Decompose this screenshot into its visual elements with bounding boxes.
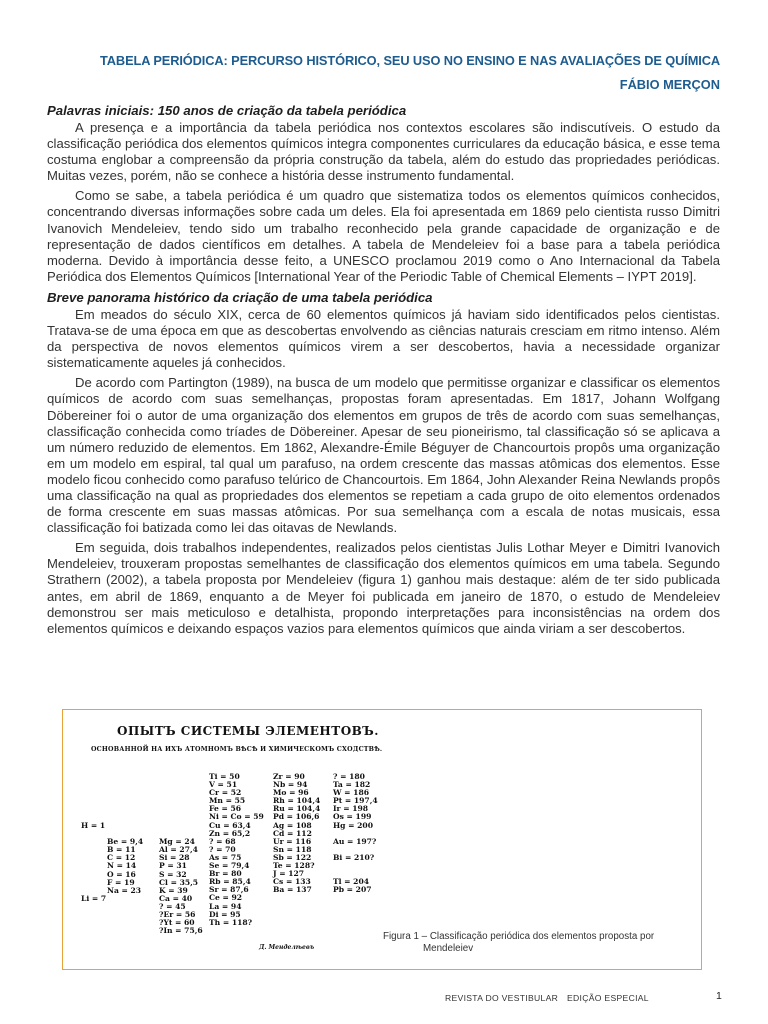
table-column: ? = 180 Ta = 182 W = 186 Pt = 197,4 Ir = 198 Os = 199 Hg = 200 Au = 197? Bi = 210? Tl = 204 Pb = 207 <box>333 772 378 895</box>
figure-caption <box>383 931 688 955</box>
section-heading: Palavras iniciais: 150 anos de criação da tabela periódica <box>47 103 407 118</box>
paragraph: Em meados do século XIX, cerca de 60 elementos químicos já haviam sido identificados pelos cientistas. Tratava-se de uma época em que as descobertas envolvendo as ciências naturais cresciam em ritmo intenso. Além da perspectiva de novos elementos químicos virem a ser descobertos, havia a necessidade organizar sistematicamente aqueles já conhecidos. <box>47 306 720 371</box>
scan-subtitle: ОСНОВАННОЙ НА ИХЪ АТОМНОМЪ ВѢСѢ И ХИМИЧЕСКОМЪ СХОДСТВѢ. <box>91 746 383 753</box>
figure-1 <box>62 709 702 970</box>
article-title: TABELA PERIÓDICA: PERCURSO HISTÓRICO, SEU USO NO ENSINO E NAS AVALIAÇÕES DE QUÍMICA <box>100 53 720 68</box>
table-column: H = 1 Li = 7 <box>81 821 107 903</box>
page-number: 1 <box>716 990 722 1002</box>
table-column: Mg = 24 Al = 27,4 Si = 28 P = 31 S = 32 Cl = 35,5 K = 39 Ca = 40 ? = 45 ?Er = 56 ?Yt = 60 ?In = 75,6 <box>159 837 203 936</box>
scan-signature: Д. Менделѣевъ <box>259 944 315 951</box>
paragraph: Como se sabe, a tabela periódica é um quadro que sistematiza todos os elementos químicos conhecidos, concentrando diversas informações sobre cada um deles. Ela foi apresentada em 1869 pelo cientista russo Dimitri Ivanovich Mendeleiev, tendo sido um trabalho reconhecido pela grande capacidade de organização e de representação de dados científicos em detalhes. A tabela de Mendeleiev foi a base para a tabela periódica moderna. Devido à importância desse feito, a UNESCO proclamou 2019 como o Ano Internacional da Tabela Periódica dos Elementos Químicos [International Year of the Periodic Table of Chemical Elements – IYPT 2019]. <box>47 188 720 284</box>
mendeleev-table-scan <box>77 714 422 966</box>
caption-line: Mendeleiev <box>423 943 474 954</box>
scan-title: ОПЫТЪ СИСТЕМЫ ЭЛЕМЕНТОВЪ. <box>117 724 379 738</box>
table-column: Be = 9,4 B = 11 C = 12 N = 14 O = 16 F = 19 Na = 23 <box>107 837 144 895</box>
paragraph: A presença e a importância da tabela periódica nos contextos escolares são indiscutíveis. O estudo da classificação periódica dos elementos químicos integra componentes curriculares da educação básica, e esse tema costuma englobar a compreensão da própria construção da tabela, além do estudo das propriedades periódicas. Muitas vezes, porém, não se conhece a história desse instrumento fundamental. <box>47 120 720 184</box>
paragraph: Em seguida, dois trabalhos independentes, realizados pelos cientistas Julis Lothar Meyer e Dimitri Ivanovich Mendeleiev, trouxeram propostas semelhantes de classificação dos elementos químicos em uma tabela. Segundo Strathern (2002), a tabela proposta por Mendeleiev (figura 1) ganhou mais destaque: além de ter sido publicada antes, em abril de 1869, enquanto a de Meyer foi publicada em janeiro de 1870, o estudo de Mendeleiev demonstrou ser mais meticuloso e detalhista, propondo interpretações para inconsistências na ordem dos elementos químicos e deixando espaços vazios para elementos químicos que ainda viriam a ser descobertos. <box>47 540 720 636</box>
caption-line: Figura 1 – Classificação periódica dos elementos proposta por <box>383 931 655 942</box>
section-heading: Breve panorama histórico da criação de uma tabela periódica <box>47 289 433 305</box>
article-body <box>47 52 720 641</box>
table-column: Zr = 90 Nb = 94 Mo = 96 Rh = 104,4 Ru = 104,4 Pd = 106,6 Ag = 108 Cd = 112 Ur = 116 Sn = 118 Sb = 122 Te = 128? J = 127 Cs = 133 Ba = 137 <box>273 772 321 895</box>
article-author: FÁBIO MERÇON <box>619 77 720 92</box>
paragraph: De acordo com Partington (1989), na busca de um modelo que permitisse organizar e classificar os elementos químicos de acordo com suas semelhanças, propostas foram apresentadas. Em 1817, Johann Wolfgang Döbereiner foi o autor de uma organização dos elementos em grupos de três de acordo com suas semelhanças, classificação conhecida como tríades de Döbereiner. Apesar de seu pioneirismo, tal classificação só se aplicava a um número reduzido de elementos. Em 1862, Alexandre-Émile Béguyer de Chancourtois propôs uma organização em um modelo em espiral, tal qual um parafuso, na ordem crescente das massas atômicas dos elementos. Esse modelo ficou conhecido como parafuso telúrico de Chancourtois. Em 1864, John Alexander Reina Newlands propôs uma classificação na qual as propriedades dos elementos se repetiam a cada grupo de oito elementos ordenados de forma crescente em suas massas atômicas. Por sua semelhança com a escala de notas musicais, essa classificação foi batizada como lei das oitavas de Newlands. <box>47 375 720 536</box>
table-column: Ti = 50 V = 51 Cr = 52 Mn = 55 Fe = 56 Ni = Co = 59 Cu = 63,4 Zn = 65,2 ? = 68 ? = 70 As = 75 Se = 79,4 Br = 80 Rb = 85,4 Sr = 87,6 Ce = 92 La = 94 Di = 95 Th = 118? <box>209 772 264 927</box>
footer-journal: REVISTA DO VESTIBULAR <box>445 993 559 1003</box>
footer-edition: EDIÇÃO ESPECIAL <box>567 993 649 1003</box>
